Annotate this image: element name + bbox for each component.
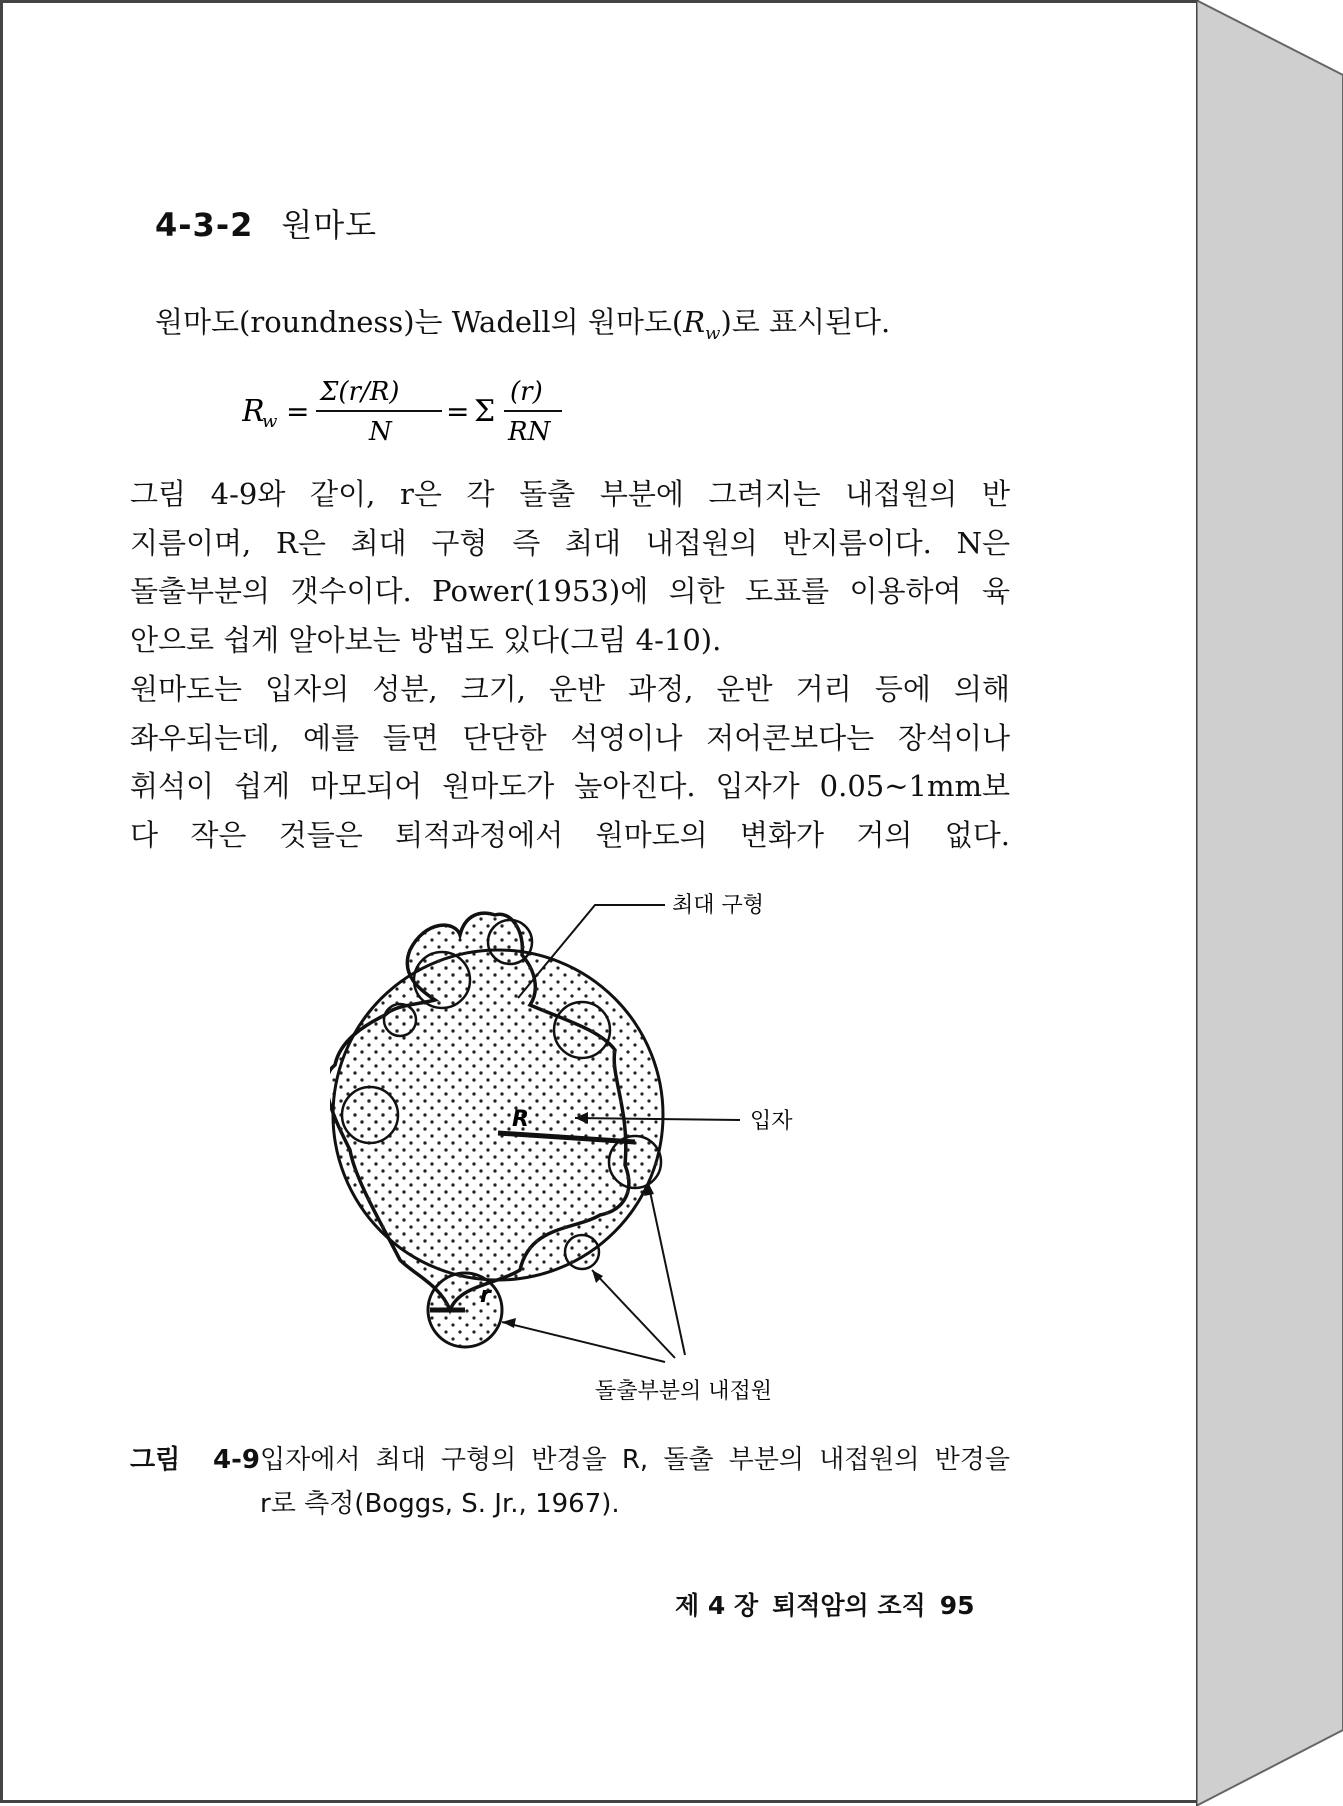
page-footer xyxy=(675,1586,989,1622)
leader-inscribed-2 xyxy=(592,1270,675,1358)
formula-lhs: R xyxy=(242,394,265,429)
formula-numerator-1: Σ(r/R) xyxy=(320,377,400,407)
intro-sentence xyxy=(155,300,890,344)
paragraph-2 xyxy=(130,665,1010,859)
book-spine-face xyxy=(1196,0,1343,1806)
leader-inscribed-1 xyxy=(648,1182,685,1355)
caption-line-2: r로 측정(Boggs, S. Jr., 1967). xyxy=(260,1489,620,1519)
formula-numerator-2: (r) xyxy=(510,377,543,407)
label-R: R xyxy=(512,1107,529,1132)
inscribed-circle-lower-right xyxy=(565,1235,599,1269)
formula-equals-2: = xyxy=(446,395,470,428)
formula-equals-1: = xyxy=(286,395,310,428)
inscribed-circle-left-small xyxy=(384,1004,416,1036)
page-border-top xyxy=(0,0,1199,3)
section-heading xyxy=(155,200,377,246)
footer-chapter: 제 4 장 xyxy=(675,1591,759,1620)
label-inscribed: 돌출부분의 내접원 xyxy=(595,1379,773,1404)
intro-after: )로 표시된다. xyxy=(720,305,891,339)
roundness-formula xyxy=(242,375,602,445)
intro-before: 원마도(roundness)는 Wadell의 원마도( xyxy=(155,305,684,339)
page-border-left xyxy=(0,0,3,1803)
inscribed-circle-top xyxy=(488,920,532,964)
label-max-sphere: 최대 구형 xyxy=(672,893,765,918)
formula-denominator-1: N xyxy=(369,417,392,445)
caption-label: 그림 4-9 xyxy=(130,1445,260,1475)
paragraph-1-line-2: 지름이며, R은 최대 구형 즉 최대 내접원의 반지름이다. N은 xyxy=(130,525,1010,560)
paragraph-1-line-4: 안으로 쉽게 알아보는 방법도 있다(그림 4-10). xyxy=(130,622,722,657)
figure-caption xyxy=(130,1438,1010,1526)
inscribed-circle-right-top xyxy=(554,1002,610,1058)
inscribed-circle-left xyxy=(342,1087,398,1143)
inscribed-circle-right xyxy=(609,1136,661,1188)
section-number: 4-3-2 xyxy=(155,206,254,244)
formula-lhs-sub: w xyxy=(262,411,278,432)
formula-denominator-2: RN xyxy=(508,417,551,445)
paragraph-2-line-4: 다 작은 것들은 퇴적과정에서 원마도의 변화가 거의 없다. xyxy=(130,817,1010,852)
roundness-figure xyxy=(330,880,850,1420)
arrow-inscribed-3 xyxy=(502,1318,516,1328)
page-border-bottom xyxy=(0,1800,1199,1803)
paragraph-1-line-1: 그림 4-9와 같이, r은 각 돌출 부분에 그려지는 내접원의 반 xyxy=(130,477,1010,511)
intro-subscript: w xyxy=(705,322,721,344)
formula-sigma: Σ xyxy=(474,394,496,429)
leader-inscribed-3 xyxy=(502,1322,665,1362)
label-r: r xyxy=(480,1283,491,1308)
paragraph-1 xyxy=(130,470,1010,664)
paragraph-1-line-3: 돌출부분의 갯수이다. Power(1953)에 의한 도표를 이용하여 육 xyxy=(130,574,1010,608)
caption-line-1: 입자에서 최대 구형의 반경을 R, 돌출 부분의 내접원의 반경을 xyxy=(260,1445,1010,1475)
book-edge xyxy=(1196,0,1343,1806)
label-particle: 입자 xyxy=(750,1109,793,1134)
footer-chapter-title: 퇴적암의 조직 xyxy=(772,1591,926,1620)
section-title: 원마도 xyxy=(281,206,378,244)
paragraph-2-line-2: 좌우되는데, 예를 들면 단단한 석영이나 저어콘보다는 장석이나 xyxy=(130,720,1010,755)
footer-page-number: 95 xyxy=(939,1591,975,1620)
intro-symbol: R xyxy=(683,305,706,339)
paragraph-2-line-3: 휘석이 쉽게 마모되어 원마도가 높아진다. 입자가 0.05~1mm보 xyxy=(130,769,1010,803)
inscribed-circle-upper-left xyxy=(414,952,470,1008)
paragraph-2-line-1: 원마도는 입자의 성분, 크기, 운반 과정, 운반 거리 등에 의해 xyxy=(130,672,1010,706)
